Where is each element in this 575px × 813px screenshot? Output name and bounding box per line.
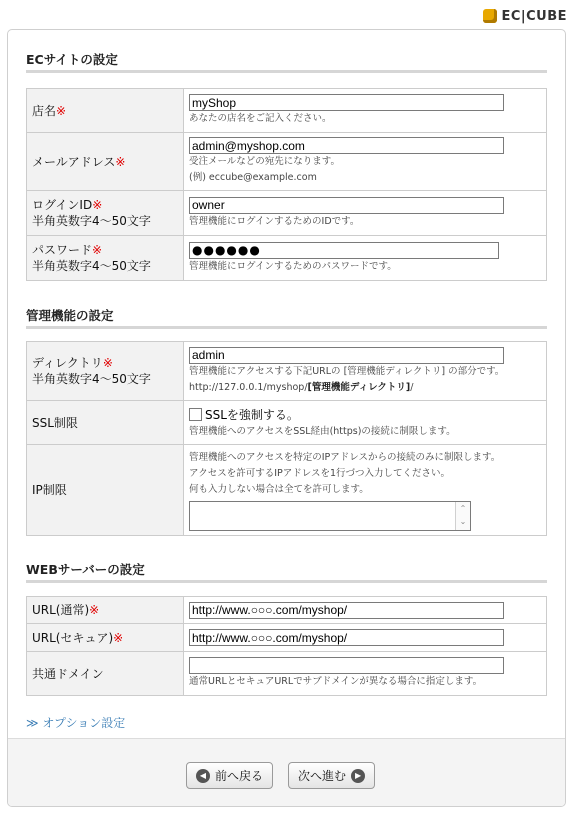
domain-label: 共通ドメイン (27, 652, 184, 696)
table-row (27, 236, 547, 281)
footer-bar (8, 738, 565, 807)
arrow-left-icon: ◀ (196, 769, 210, 783)
next-button-label: 次へ進む (298, 769, 347, 783)
url-secure-input[interactable] (189, 629, 504, 646)
section-title-admin: 管理機能の設定 (26, 308, 114, 323)
ec-cube-logo (483, 8, 567, 24)
table-row (27, 445, 547, 536)
directory-label: ディレクトリ※ 半角英数字4～50文字 (27, 342, 184, 401)
arrow-right-icon: ▶ (351, 769, 365, 783)
ip-note-3: 何も入力しない場合は全てを許可します。 (189, 483, 369, 495)
required-mark: ※ (115, 154, 126, 169)
password-label: パスワード※ 半角英数字4～50文字 (27, 236, 184, 281)
logo-text: EC|CUBE (501, 8, 567, 24)
option-settings-link[interactable]: ≫ オプション設定 (26, 716, 126, 730)
section-divider (26, 580, 547, 583)
directory-url: http://127.0.0.1/myshop/[管理機能ディレクトリ]/ (189, 381, 414, 393)
ssl-checkbox[interactable] (189, 408, 202, 421)
table-row (27, 597, 547, 624)
section-title-site: ECサイトの設定 (26, 52, 118, 67)
required-mark: ※ (113, 630, 124, 645)
back-button-label: 前へ戻る (215, 769, 264, 783)
ssl-checkbox-row[interactable] (189, 406, 541, 424)
domain-note: 通常URLとセキュアURLでサブドメインが異なる場合に指定します。 (189, 676, 483, 687)
required-mark: ※ (89, 603, 100, 617)
required-mark: ※ (92, 198, 103, 212)
admin-settings-table (26, 341, 547, 536)
site-settings-table (26, 88, 547, 281)
table-row (27, 401, 547, 445)
table-row (27, 342, 547, 401)
required-mark: ※ (92, 243, 103, 257)
table-row (27, 133, 547, 191)
table-row (27, 89, 547, 133)
section-title-web: WEBサーバーの設定 (26, 562, 145, 577)
url-secure-label: URL(セキュア)※ (27, 624, 184, 652)
back-button[interactable] (186, 762, 273, 789)
textarea-scrollbar[interactable]: ⌃ ⌄ (455, 502, 470, 530)
ip-textarea[interactable] (189, 501, 471, 531)
table-row (27, 191, 547, 236)
ssl-checkbox-label[interactable]: SSLを強制する。 (205, 408, 299, 422)
login-id-note: 管理機能にログインするためのIDです。 (189, 215, 360, 227)
ssl-label: SSL制限 (27, 401, 184, 445)
password-input[interactable]: ●●●●●● (189, 242, 499, 259)
login-id-label: ログインID※ 半角英数字4～50文字 (27, 191, 184, 236)
password-note: 管理機能にログインするためのパスワードです。 (189, 260, 397, 272)
cube-icon (483, 9, 497, 23)
ip-note-2: アクセスを許可するIPアドレスを1行づつ入力してください。 (189, 467, 451, 479)
ip-label: IP制限 (27, 445, 184, 536)
shop-name-input[interactable] (189, 94, 504, 111)
email-label: メールアドレス※ (27, 133, 184, 191)
section-divider (26, 326, 547, 329)
email-input[interactable] (189, 137, 504, 154)
email-example: (例) eccube@example.com (189, 172, 317, 183)
install-panel (7, 29, 566, 807)
web-settings-table (26, 596, 547, 696)
next-button[interactable] (288, 762, 375, 789)
url-label: URL(通常)※ (27, 597, 184, 624)
table-row (27, 652, 547, 696)
required-mark: ※ (56, 103, 67, 118)
ssl-note: 管理機能へのアクセスをSSL経由(https)の接続に制限します。 (189, 425, 456, 437)
table-row (27, 624, 547, 652)
section-divider (26, 70, 547, 73)
url-input[interactable] (189, 602, 504, 619)
shop-name-note: あなたの店名をご記入ください。 (189, 113, 332, 124)
login-id-input[interactable] (189, 197, 504, 214)
shop-name-label: 店名※ (27, 89, 184, 133)
directory-note: 管理機能にアクセスする下記URLの [管理機能ディレクトリ] の部分です。 (189, 365, 505, 377)
email-note: 受注メールなどの宛先になります。 (189, 156, 341, 167)
directory-input[interactable] (189, 347, 504, 364)
required-mark: ※ (102, 356, 113, 370)
ip-note-1: 管理機能へのアクセスを特定のIPアドレスからの接続のみに制限します。 (189, 451, 501, 463)
domain-input[interactable] (189, 657, 504, 674)
